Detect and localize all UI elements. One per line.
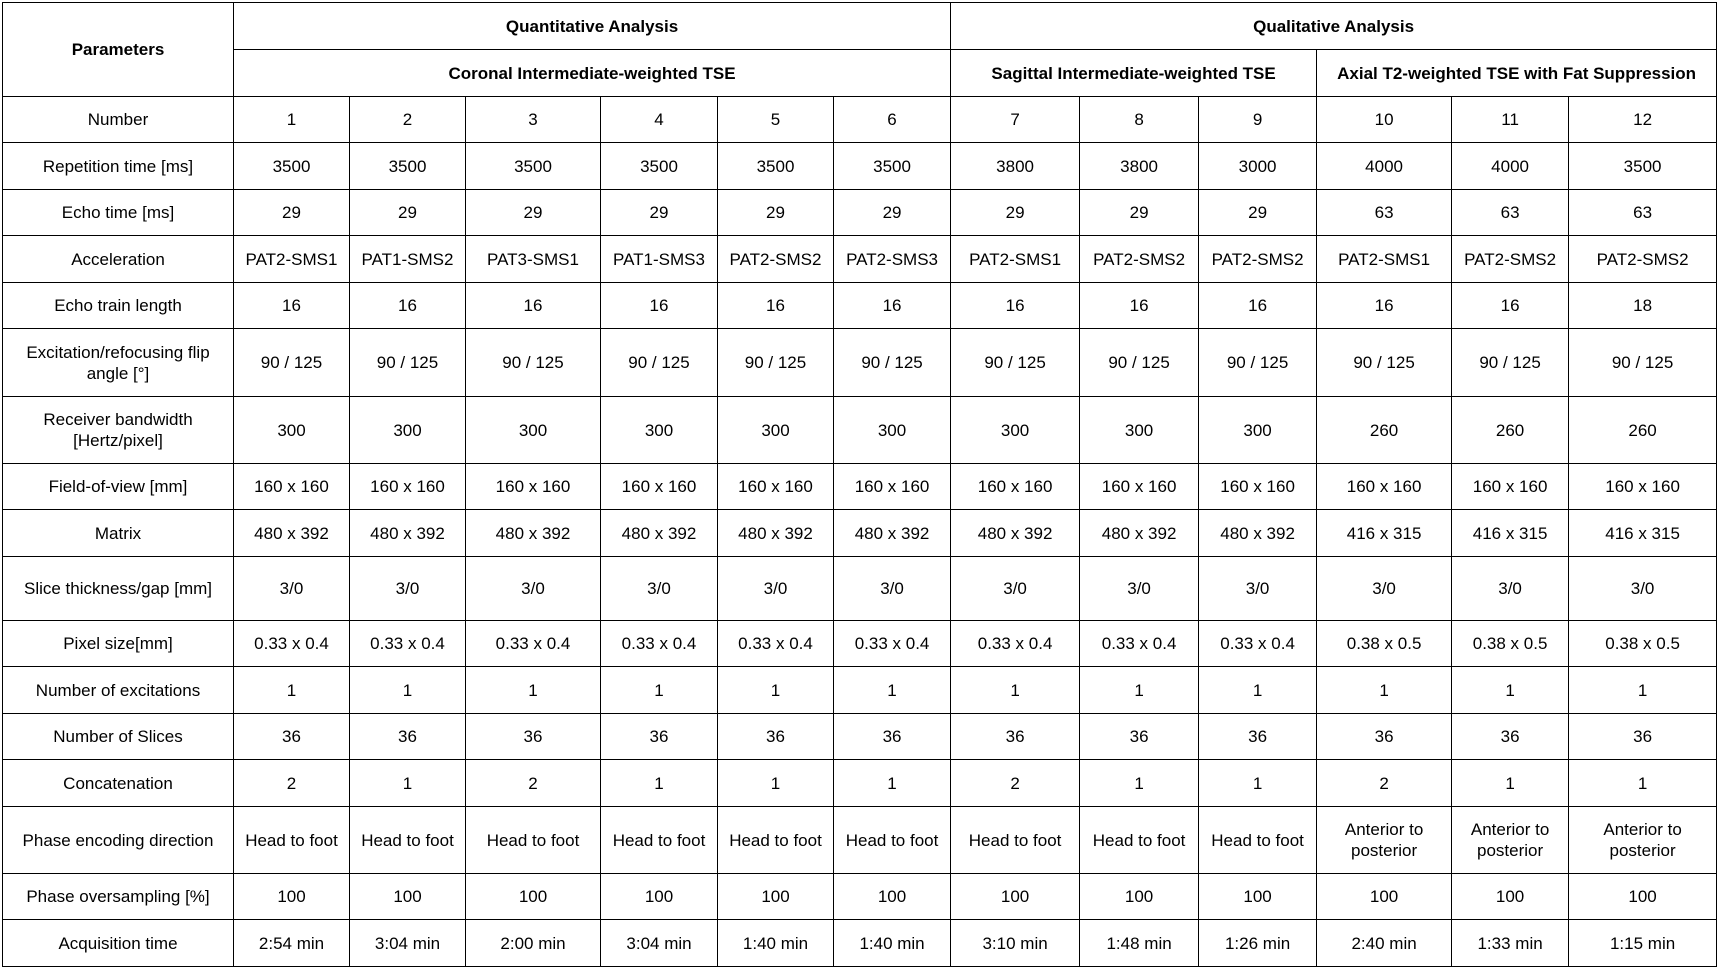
table-cell: 36 (350, 714, 466, 760)
table-cell: 3500 (718, 143, 834, 190)
table-cell: 3800 (1080, 143, 1199, 190)
table-cell: 36 (1317, 714, 1452, 760)
table-cell: 1 (1199, 760, 1317, 807)
table-cell: 63 (1317, 190, 1452, 236)
table-cell: 3500 (350, 143, 466, 190)
table-cell: 1 (234, 667, 350, 714)
table-cell: 2 (234, 760, 350, 807)
table-cell: 416 x 315 (1569, 510, 1717, 557)
table-cell: 2 (1317, 760, 1452, 807)
table-cell: Head to foot (1080, 807, 1199, 874)
table-cell: 29 (834, 190, 951, 236)
row-label: Acceleration (3, 236, 234, 283)
table-cell: 160 x 160 (601, 464, 718, 510)
table-cell: 90 / 125 (834, 329, 951, 397)
table-cell: 90 / 125 (466, 329, 601, 397)
table-cell: 300 (466, 397, 601, 464)
table-cell: PAT2-SMS1 (1317, 236, 1452, 283)
table-cell: 36 (718, 714, 834, 760)
table-cell: 480 x 392 (718, 510, 834, 557)
table-cell: 100 (1199, 874, 1317, 920)
table-cell: 260 (1317, 397, 1452, 464)
table-cell: 1 (1080, 760, 1199, 807)
table-cell: 3500 (601, 143, 718, 190)
table-cell: 1 (834, 667, 951, 714)
table-cell: 1 (1569, 760, 1717, 807)
table-cell: 3/0 (466, 557, 601, 621)
table-cell: 1:40 min (834, 920, 951, 967)
table-cell: Head to foot (234, 807, 350, 874)
table-cell: 160 x 160 (1452, 464, 1569, 510)
table-cell: 3/0 (350, 557, 466, 621)
table-row (3, 510, 1717, 557)
table-cell: Head to foot (718, 807, 834, 874)
table-cell: 3/0 (1569, 557, 1717, 621)
table-cell: Head to foot (466, 807, 601, 874)
table-cell: 16 (601, 283, 718, 329)
table-cell: PAT2-SMS2 (1452, 236, 1569, 283)
table-cell: PAT2-SMS2 (1569, 236, 1717, 283)
table-cell: 300 (601, 397, 718, 464)
table-cell: 0.33 x 0.4 (234, 621, 350, 667)
table-cell: 160 x 160 (1317, 464, 1452, 510)
table-cell: 4 (601, 97, 718, 143)
table-row (3, 283, 1717, 329)
table-cell: 1:48 min (1080, 920, 1199, 967)
table-cell: 16 (1317, 283, 1452, 329)
table-cell: 160 x 160 (1569, 464, 1717, 510)
table-cell: 416 x 315 (1452, 510, 1569, 557)
table-cell: 3/0 (834, 557, 951, 621)
row-label: Phase encoding direction (3, 807, 234, 874)
table-cell: 16 (951, 283, 1080, 329)
table-cell: 3/0 (1452, 557, 1569, 621)
table-cell: Head to foot (1199, 807, 1317, 874)
table-cell: 29 (234, 190, 350, 236)
table-cell: 2:00 min (466, 920, 601, 967)
table-cell: 1 (1080, 667, 1199, 714)
table-cell: 1 (466, 667, 601, 714)
table-cell: 300 (718, 397, 834, 464)
table-cell: 3/0 (951, 557, 1080, 621)
table-cell: 29 (718, 190, 834, 236)
table-cell: 90 / 125 (1317, 329, 1452, 397)
table-cell: 3/0 (718, 557, 834, 621)
table-cell: 160 x 160 (466, 464, 601, 510)
table-cell: 416 x 315 (1317, 510, 1452, 557)
table-cell: 1 (350, 760, 466, 807)
qualitative-analysis-header: Qualitative Analysis (951, 3, 1717, 50)
table-cell: 2:54 min (234, 920, 350, 967)
table-cell: 16 (834, 283, 951, 329)
table-cell: 16 (718, 283, 834, 329)
table-cell: 11 (1452, 97, 1569, 143)
table-cell: 36 (601, 714, 718, 760)
table-cell: 3/0 (1317, 557, 1452, 621)
table-cell: 3:04 min (350, 920, 466, 967)
table-cell: Head to foot (350, 807, 466, 874)
table-cell: Anterior to posterior (1452, 807, 1569, 874)
quantitative-analysis-header: Quantitative Analysis (234, 3, 951, 50)
table-cell: PAT2-SMS1 (951, 236, 1080, 283)
table-cell: 90 / 125 (718, 329, 834, 397)
row-label: Number of Slices (3, 714, 234, 760)
row-label: Phase oversampling [%] (3, 874, 234, 920)
axial-sequence-header: Axial T2-weighted TSE with Fat Suppression (1317, 50, 1717, 97)
table-cell: 0.33 x 0.4 (834, 621, 951, 667)
table-cell: 29 (951, 190, 1080, 236)
table-cell: 0.33 x 0.4 (1199, 621, 1317, 667)
table-cell: 16 (1080, 283, 1199, 329)
table-row (3, 143, 1717, 190)
table-cell: 3/0 (1080, 557, 1199, 621)
table-cell: 63 (1569, 190, 1717, 236)
table-cell: 90 / 125 (951, 329, 1080, 397)
table-cell: 3500 (1569, 143, 1717, 190)
table-cell: 100 (1080, 874, 1199, 920)
table-cell: 100 (1317, 874, 1452, 920)
table-cell: 100 (466, 874, 601, 920)
table-cell: PAT2-SMS1 (234, 236, 350, 283)
table-cell: 160 x 160 (834, 464, 951, 510)
table-cell: 16 (350, 283, 466, 329)
table-cell: 0.33 x 0.4 (951, 621, 1080, 667)
table-cell: 300 (1199, 397, 1317, 464)
row-label: Concatenation (3, 760, 234, 807)
table-cell: 1 (1569, 667, 1717, 714)
table-cell: 16 (1452, 283, 1569, 329)
table-cell: 29 (1199, 190, 1317, 236)
table-row (3, 621, 1717, 667)
table-row (3, 329, 1717, 397)
table-cell: 3500 (834, 143, 951, 190)
table-cell: 260 (1569, 397, 1717, 464)
row-label: Number of excitations (3, 667, 234, 714)
table-cell: 1 (1452, 760, 1569, 807)
table-cell: 36 (1199, 714, 1317, 760)
table-cell: Head to foot (834, 807, 951, 874)
table-cell: 3/0 (1199, 557, 1317, 621)
table-cell: 29 (1080, 190, 1199, 236)
table-cell: 36 (1080, 714, 1199, 760)
table-cell: 36 (951, 714, 1080, 760)
table-cell: 300 (234, 397, 350, 464)
table-cell: 0.38 x 0.5 (1317, 621, 1452, 667)
table-cell: 9 (1199, 97, 1317, 143)
parameters-header: Parameters (3, 3, 234, 97)
table-cell: 16 (466, 283, 601, 329)
table-cell: 3:04 min (601, 920, 718, 967)
table-cell: 36 (466, 714, 601, 760)
table-cell: 36 (1452, 714, 1569, 760)
table-cell: 0.38 x 0.5 (1452, 621, 1569, 667)
table-cell: 90 / 125 (1452, 329, 1569, 397)
table-cell: 1 (718, 667, 834, 714)
table-cell: PAT2-SMS2 (1080, 236, 1199, 283)
table-cell: 1 (1199, 667, 1317, 714)
table-cell: 1 (1317, 667, 1452, 714)
table-cell: 0.33 x 0.4 (601, 621, 718, 667)
row-label: Echo time [ms] (3, 190, 234, 236)
table-cell: 3 (466, 97, 601, 143)
table-row (3, 236, 1717, 283)
table-row (3, 667, 1717, 714)
table-body (3, 97, 1717, 967)
table-cell: 90 / 125 (1569, 329, 1717, 397)
row-label: Receiver bandwidth [Hertz/pixel] (3, 397, 234, 464)
table-cell: 36 (834, 714, 951, 760)
table-cell: 36 (1569, 714, 1717, 760)
table-row (3, 807, 1717, 874)
table-cell: Head to foot (601, 807, 718, 874)
table-cell: 7 (951, 97, 1080, 143)
table-cell: 1:33 min (1452, 920, 1569, 967)
table-cell: 3/0 (234, 557, 350, 621)
table-cell: 480 x 392 (1080, 510, 1199, 557)
table-cell: 3/0 (601, 557, 718, 621)
table-cell: 0.33 x 0.4 (718, 621, 834, 667)
table-cell: 3:10 min (951, 920, 1080, 967)
table-cell: 12 (1569, 97, 1717, 143)
table-cell: 100 (350, 874, 466, 920)
table-cell: 300 (951, 397, 1080, 464)
table-cell: Anterior to posterior (1569, 807, 1717, 874)
table-cell: 480 x 392 (350, 510, 466, 557)
table-cell: 16 (234, 283, 350, 329)
table-row (3, 464, 1717, 510)
table-cell: 300 (834, 397, 951, 464)
row-label: Excitation/refocusing flip angle [°] (3, 329, 234, 397)
row-label: Matrix (3, 510, 234, 557)
table-cell: 1 (834, 760, 951, 807)
table-cell: 3500 (234, 143, 350, 190)
table-cell: 8 (1080, 97, 1199, 143)
table-cell: 100 (601, 874, 718, 920)
table-cell: 260 (1452, 397, 1569, 464)
table-cell: 3800 (951, 143, 1080, 190)
table-row (3, 920, 1717, 967)
table-cell: 160 x 160 (350, 464, 466, 510)
table-cell: 480 x 392 (951, 510, 1080, 557)
table-cell: 2:40 min (1317, 920, 1452, 967)
table-cell: 100 (1452, 874, 1569, 920)
table-cell: 63 (1452, 190, 1569, 236)
table-cell: 2 (466, 760, 601, 807)
table-row (3, 714, 1717, 760)
table-cell: 29 (350, 190, 466, 236)
table-cell: 36 (234, 714, 350, 760)
table-cell: 1:26 min (1199, 920, 1317, 967)
table-cell: PAT1-SMS2 (350, 236, 466, 283)
table-cell: 5 (718, 97, 834, 143)
row-label: Echo train length (3, 283, 234, 329)
table-cell: 480 x 392 (601, 510, 718, 557)
table-cell: 160 x 160 (1080, 464, 1199, 510)
table-cell: 16 (1199, 283, 1317, 329)
row-label: Number (3, 97, 234, 143)
table-cell: 100 (951, 874, 1080, 920)
table-row (3, 397, 1717, 464)
table-row (3, 760, 1717, 807)
row-label: Field-of-view [mm] (3, 464, 234, 510)
table-cell: PAT1-SMS3 (601, 236, 718, 283)
table-cell: 90 / 125 (1199, 329, 1317, 397)
table-cell: 29 (601, 190, 718, 236)
table-cell: 1 (350, 667, 466, 714)
table-cell: 6 (834, 97, 951, 143)
table-cell: 1 (601, 667, 718, 714)
row-label: Repetition time [ms] (3, 143, 234, 190)
table-cell: 300 (350, 397, 466, 464)
table-cell: 480 x 392 (834, 510, 951, 557)
table-cell: 300 (1080, 397, 1199, 464)
row-label: Slice thickness/gap [mm] (3, 557, 234, 621)
table-cell: 0.38 x 0.5 (1569, 621, 1717, 667)
table-cell: 0.33 x 0.4 (466, 621, 601, 667)
table-cell: 90 / 125 (601, 329, 718, 397)
table-cell: 1 (951, 667, 1080, 714)
table-row (3, 190, 1717, 236)
table-cell: 100 (718, 874, 834, 920)
table-cell: 100 (834, 874, 951, 920)
table-row (3, 97, 1717, 143)
table-cell: 0.33 x 0.4 (1080, 621, 1199, 667)
table-cell: 3000 (1199, 143, 1317, 190)
table-cell: 1:40 min (718, 920, 834, 967)
table-cell: 100 (234, 874, 350, 920)
table-cell: 29 (466, 190, 601, 236)
coronal-sequence-header: Coronal Intermediate-weighted TSE (234, 50, 951, 97)
table-cell: 1 (1452, 667, 1569, 714)
table-cell: 4000 (1452, 143, 1569, 190)
table-cell: 480 x 392 (234, 510, 350, 557)
table-cell: 160 x 160 (951, 464, 1080, 510)
table-cell: 90 / 125 (1080, 329, 1199, 397)
table-cell: 1 (601, 760, 718, 807)
table-cell: 90 / 125 (234, 329, 350, 397)
sagittal-sequence-header: Sagittal Intermediate-weighted TSE (951, 50, 1317, 97)
table-cell: PAT3-SMS1 (466, 236, 601, 283)
table-cell: 160 x 160 (718, 464, 834, 510)
table-row (3, 874, 1717, 920)
table-cell: 1:15 min (1569, 920, 1717, 967)
table-cell: 480 x 392 (1199, 510, 1317, 557)
table-cell: 90 / 125 (350, 329, 466, 397)
table-cell: 18 (1569, 283, 1717, 329)
table-cell: 2 (951, 760, 1080, 807)
table-row (3, 557, 1717, 621)
table-cell: 3500 (466, 143, 601, 190)
table-cell: 2 (350, 97, 466, 143)
row-label: Pixel size[mm] (3, 621, 234, 667)
table-cell: PAT2-SMS3 (834, 236, 951, 283)
table-cell: 1 (718, 760, 834, 807)
table-cell: 4000 (1317, 143, 1452, 190)
table-cell: Head to foot (951, 807, 1080, 874)
table-cell: Anterior to posterior (1317, 807, 1452, 874)
table-cell: 100 (1569, 874, 1717, 920)
mri-parameters-table (2, 2, 1717, 967)
row-label: Acquisition time (3, 920, 234, 967)
table-cell: PAT2-SMS2 (1199, 236, 1317, 283)
table-cell: 10 (1317, 97, 1452, 143)
table-cell: 480 x 392 (466, 510, 601, 557)
table-cell: 0.33 x 0.4 (350, 621, 466, 667)
table-cell: 1 (234, 97, 350, 143)
table-cell: 160 x 160 (234, 464, 350, 510)
table-cell: 160 x 160 (1199, 464, 1317, 510)
table-cell: PAT2-SMS2 (718, 236, 834, 283)
